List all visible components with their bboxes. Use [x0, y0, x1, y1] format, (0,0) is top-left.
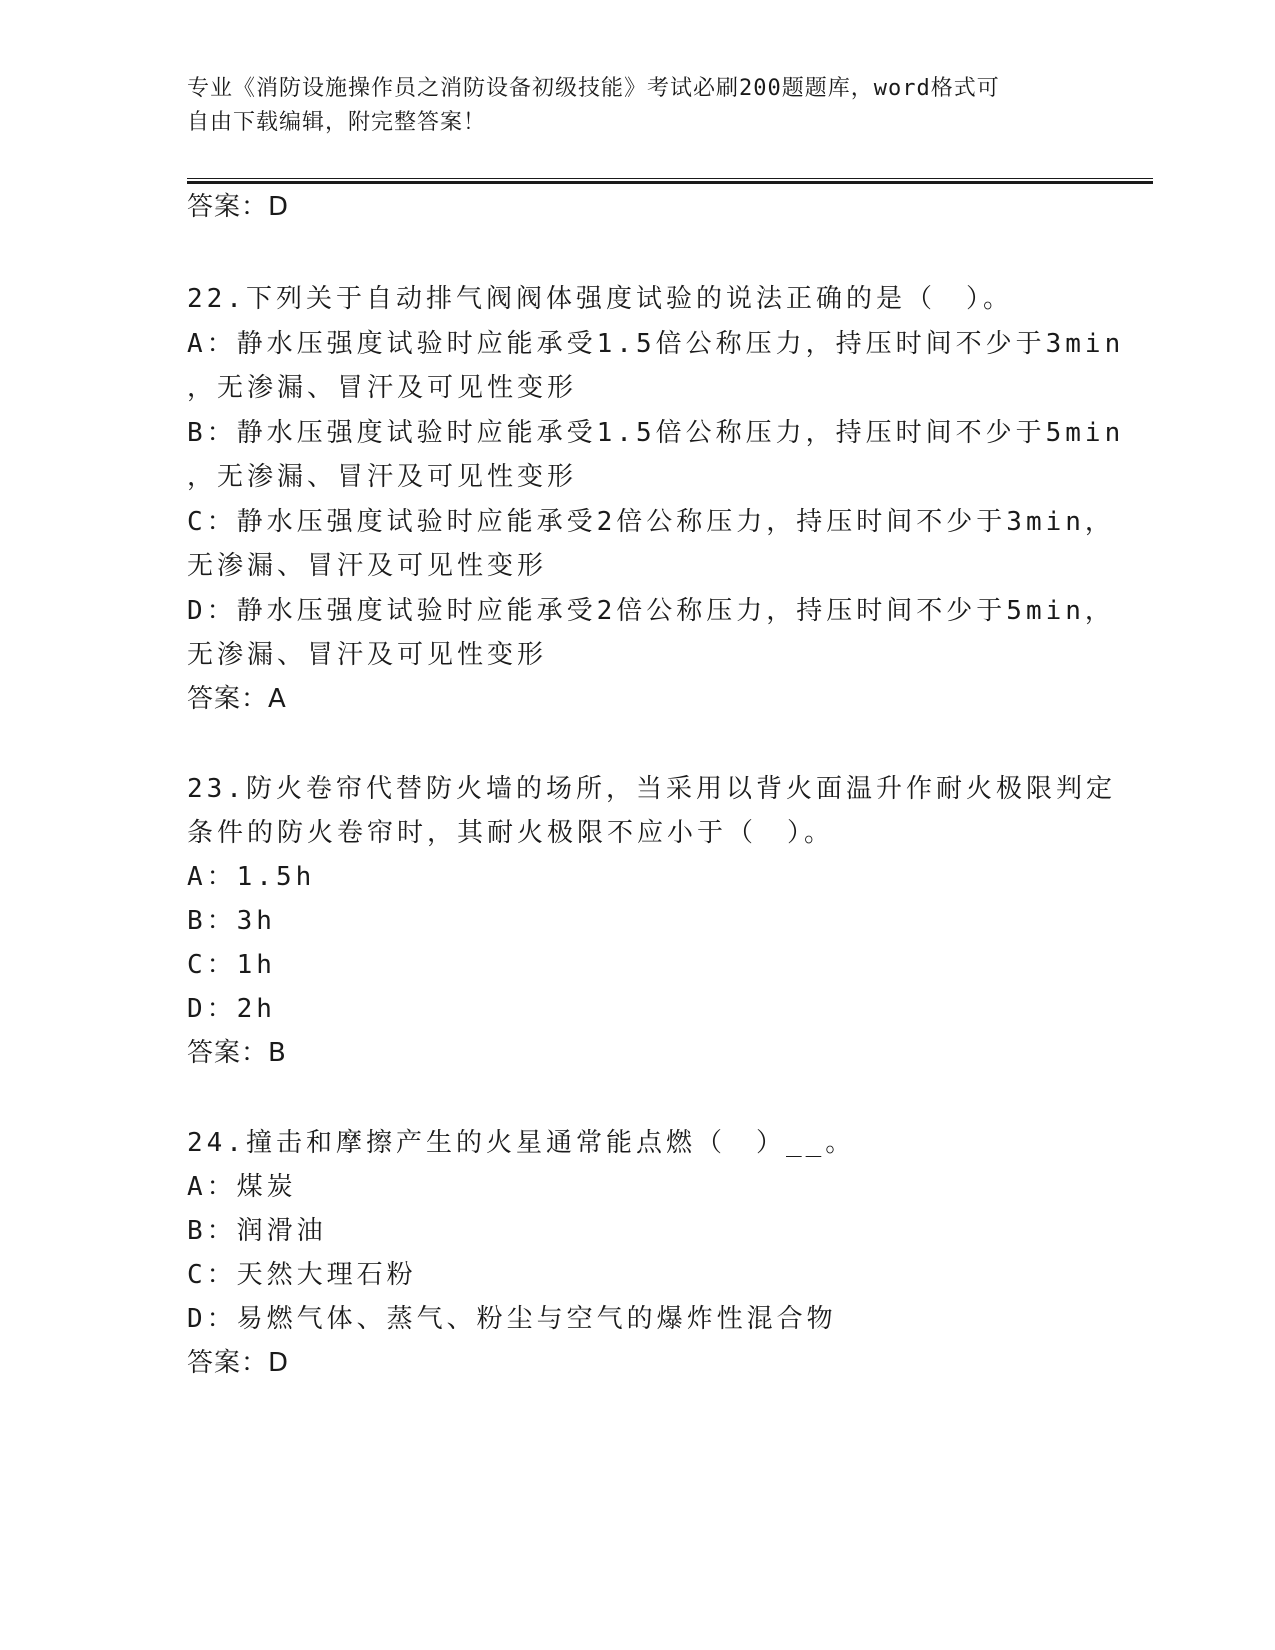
q24-option-b: B：润滑油 — [187, 1216, 327, 1246]
q22-option-c-line2: 无渗漏、冒汗及可见性变形 — [187, 551, 548, 581]
q23-answer: 答案：B — [187, 1038, 287, 1068]
q24-option-a: A：煤炭 — [187, 1172, 297, 1202]
q24-option-d: D：易燃气体、蒸气、粉尘与空气的爆炸性混合物 — [187, 1304, 837, 1334]
q23-option-c: C：1h — [187, 950, 276, 980]
previous-answer: 答案：D — [187, 192, 290, 222]
q22-option-b-line1: B：静水压强度试验时应能承受1.5倍公称压力，持压时间不少于5min — [187, 418, 1125, 448]
q24-answer: 答案：D — [187, 1348, 290, 1378]
q22-option-d-line1: D：静水压强度试验时应能承受2倍公称压力，持压时间不少于5min， — [187, 596, 1115, 626]
q22-option-c-line1: C：静水压强度试验时应能承受2倍公称压力，持压时间不少于3min， — [187, 507, 1115, 537]
q23-option-b: B：3h — [187, 906, 276, 936]
q22-option-d-line2: 无渗漏、冒汗及可见性变形 — [187, 640, 548, 670]
header-divider-thin — [187, 178, 1153, 179]
header-line-2: 自由下载编辑，附完整答案！ — [187, 110, 487, 135]
q22-answer: 答案：A — [187, 684, 287, 714]
q24-stem: 24.撞击和摩擦产生的火星通常能点燃（ ）__。 — [187, 1128, 856, 1158]
q22-option-a-line1: A：静水压强度试验时应能承受1.5倍公称压力，持压时间不少于3min — [187, 329, 1125, 359]
q24-option-c: C：天然大理石粉 — [187, 1260, 417, 1290]
q22-option-a-line2: ，无渗漏、冒汗及可见性变形 — [187, 373, 578, 403]
header-line-1: 专业《消防设施操作员之消防设备初级技能》考试必刷200题题库，word格式可 — [187, 76, 1000, 101]
q22-stem: 22.下列关于自动排气阀阀体强度试验的说法正确的是（ ）。 — [187, 284, 1013, 314]
q23-stem-line2: 条件的防火卷帘时，其耐火极限不应小于（ ）。 — [187, 818, 835, 848]
q22-option-b-line2: ，无渗漏、冒汗及可见性变形 — [187, 462, 578, 492]
q23-stem-line1: 23.防火卷帘代替防火墙的场所，当采用以背火面温升作耐火极限判定 — [187, 774, 1116, 804]
q23-option-a: A：1.5h — [187, 862, 316, 892]
document-header — [187, 72, 1087, 140]
header-divider-thick — [187, 181, 1153, 184]
q23-option-d: D：2h — [187, 994, 276, 1024]
